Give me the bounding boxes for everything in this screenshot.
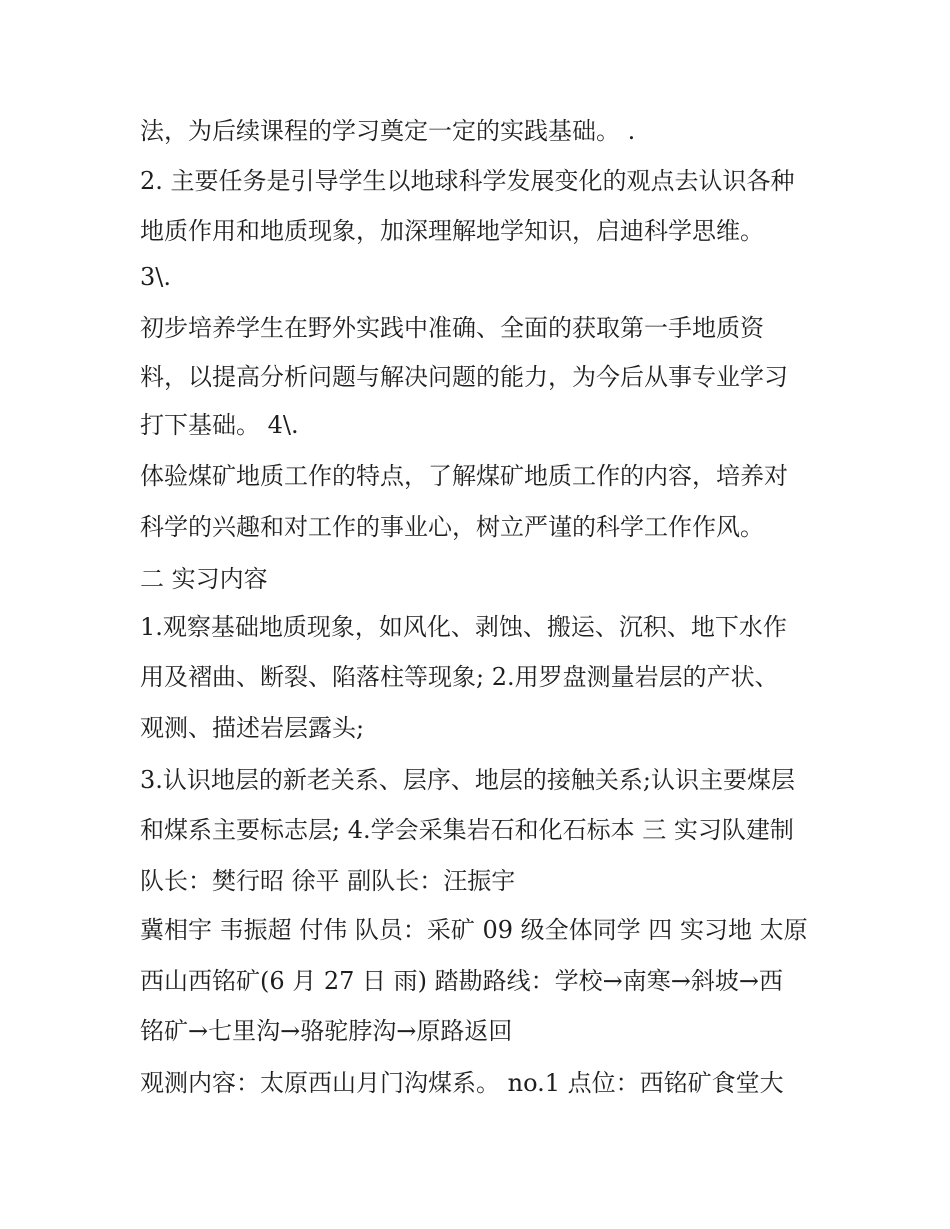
text-line: 3\. bbox=[140, 263, 171, 291]
text-line: 观测内容：太原西山月门沟煤系。 no.1 点位：西铭矿食堂大 bbox=[140, 1069, 784, 1097]
text-line: 料，以提高分析问题与解决问题的能力，为今后从事专业学习 bbox=[140, 363, 788, 391]
text-line: 用及褶曲、断裂、陷落柱等现象; 2.用罗盘测量岩层的产状、 bbox=[140, 663, 779, 691]
section-heading: 二 实习内容 bbox=[140, 565, 268, 593]
text-line: 2. 主要任务是引导学生以地球科学发展变化的观点去认识各种 bbox=[140, 167, 795, 195]
text-line: 观测、描述岩层露头; bbox=[140, 714, 365, 742]
text-line: 队长：樊行昭 徐平 副队长：汪振宇 bbox=[140, 867, 516, 895]
text-line: 3.认识地层的新老关系、层序、地层的接触关系;认识主要煤层 bbox=[140, 766, 795, 794]
text-line: 铭矿→七里沟→骆驼脖沟→原路返回 bbox=[140, 1017, 513, 1045]
text-line: 初步培养学生在野外实践中准确、全面的获取第一手地质资 bbox=[140, 314, 764, 342]
text-line: 法，为后续课程的学习奠定一定的实践基础。 . bbox=[140, 117, 636, 145]
text-line: 1.观察基础地质现象，如风化、剥蚀、搬运、沉积、地下水作 bbox=[140, 613, 787, 641]
text-line: 体验煤矿地质工作的特点，了解煤矿地质工作的内容，培养对 bbox=[140, 462, 788, 490]
text-line: 打下基础。 4\. bbox=[140, 411, 299, 439]
text-line: 冀相宇 韦振超 付伟 队员：采矿 09 级全体同学 四 实习地 太原 bbox=[140, 916, 808, 944]
text-line: 西山西铭矿(6 月 27 日 雨) 踏勘路线：学校→南寒→斜坡→西 bbox=[140, 967, 784, 995]
text-line: 科学的兴趣和对工作的事业心，树立严谨的科学工作作风。 bbox=[140, 513, 764, 541]
text-line: 地质作用和地质现象，加深理解地学知识，启迪科学思维。 bbox=[140, 217, 764, 245]
text-line: 和煤系主要标志层; 4.学会采集岩石和化石标本 三 实习队建制 bbox=[140, 816, 794, 844]
